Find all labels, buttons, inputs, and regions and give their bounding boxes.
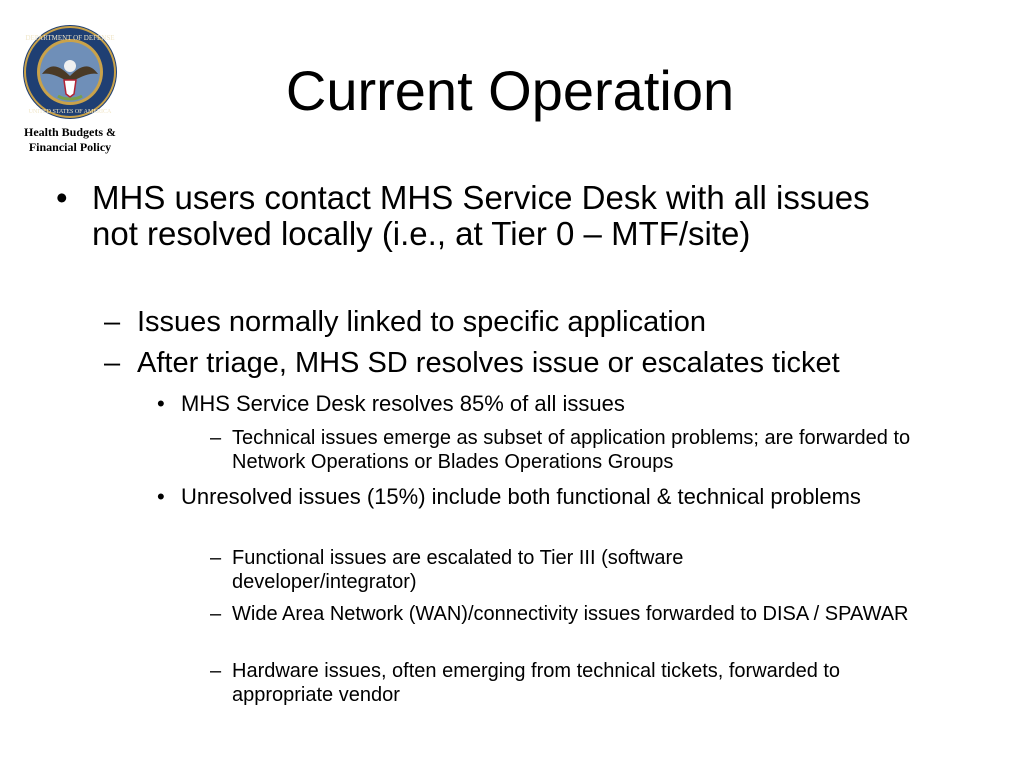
org-name-line1: Health Budgets &	[23, 125, 116, 139]
bullet-item	[56, 179, 922, 252]
bullet-marker: –	[210, 660, 222, 682]
bullet-text: Unresolved issues (15%) include both functional & technical problems	[181, 484, 861, 509]
bullet-text: Technical issues emerge as subset of application problems; are forwarded to Network Operations or Blades Operations Groups	[232, 427, 911, 473]
org-name-line2: Financial Policy	[28, 140, 112, 154]
bullet-item	[210, 426, 977, 474]
bullet-marker: •	[56, 179, 68, 216]
bullet-text: MHS Service Desk resolves 85% of all issues	[181, 391, 625, 416]
bullet-item	[104, 305, 977, 339]
bullet-item	[104, 346, 977, 380]
bullet-item	[210, 659, 872, 707]
bullet-marker: –	[104, 306, 121, 338]
bullet-item	[210, 602, 987, 626]
svg-text:UNITED STATES OF AMERICA: UNITED STATES OF AMERICA	[28, 109, 112, 115]
header-logo-block	[0, 24, 140, 155]
bullet-item	[210, 546, 832, 594]
slide-title: Current Operation	[285, 59, 735, 122]
bullet-marker: –	[210, 427, 222, 449]
bullet-marker: –	[210, 603, 222, 625]
department-of-defense-seal-icon	[22, 24, 118, 120]
bullet-marker: –	[210, 547, 222, 569]
org-name	[0, 125, 140, 155]
bullet-text: MHS users contact MHS Service Desk with all issues not resolved locally (i.e., at Tier 0 – MTF/site)	[92, 179, 870, 252]
bullet-item	[157, 484, 961, 510]
bullet-text: Issues normally linked to specific application	[137, 306, 706, 338]
bullet-text: Hardware issues, often emerging from technical tickets, forwarded to appropriate vendor	[232, 660, 841, 706]
bullet-text: Wide Area Network (WAN)/connectivity issues forwarded to DISA / SPAWAR	[232, 603, 909, 625]
bullet-marker: •	[157, 391, 165, 416]
bullet-item	[157, 391, 981, 417]
bullet-marker: –	[104, 347, 121, 379]
bullet-text: After triage, MHS SD resolves issue or escalates ticket	[137, 347, 840, 379]
bullet-text: Functional issues are escalated to Tier III (software developer/integrator)	[232, 547, 684, 593]
bullet-marker: •	[157, 484, 165, 509]
svg-text:DEPARTMENT OF DEFENSE: DEPARTMENT OF DEFENSE	[25, 34, 115, 42]
